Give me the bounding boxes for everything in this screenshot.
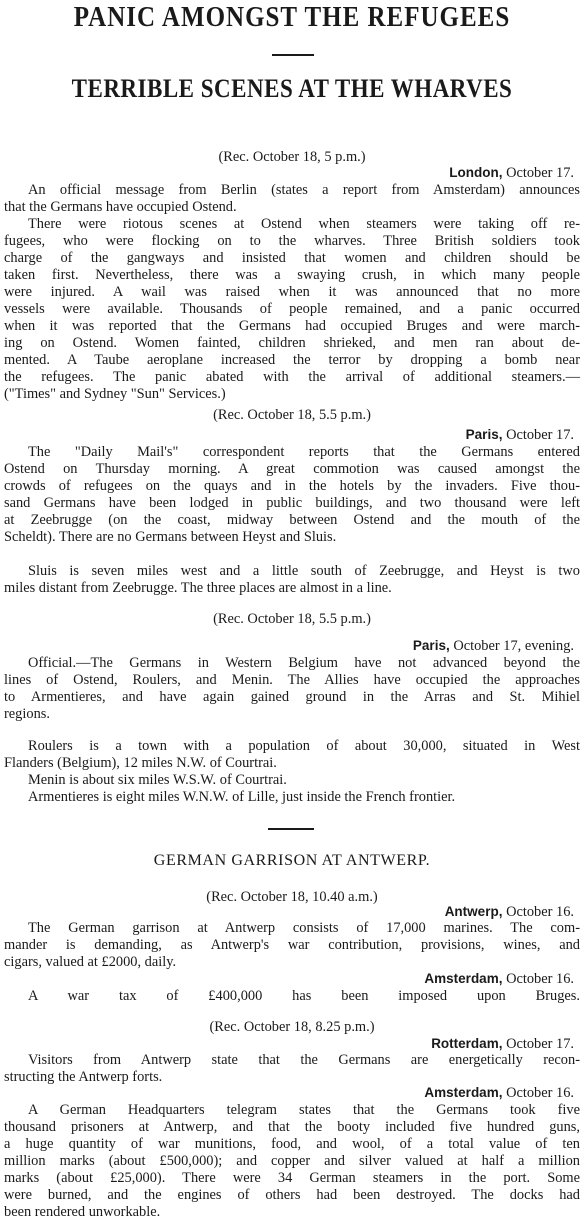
headline: PANIC AMONGST THE REFUGEES bbox=[73, 2, 511, 34]
text-line: charge of the gangways and insisted that women and children should be bbox=[4, 250, 580, 266]
text-line: Menin is about six miles W.S.W. of Courtrai. bbox=[28, 772, 287, 788]
text-line: vessels were available. Thousands of people remained, and a panic occurred bbox=[4, 301, 580, 317]
subheadline: TERRIBLE SCENES AT THE WHARVES bbox=[71, 74, 513, 103]
text-line: Scheldt). There are no Germans between Heyst and Sluis. bbox=[4, 529, 337, 545]
dateline-date: October 17, evening. bbox=[453, 638, 574, 654]
text-line: a huge quantity of war munitions, food, and wool, of a total value of ten bbox=[4, 1136, 580, 1152]
text-line: fugees, who were flocking on to the wharves. Three British soldiers took bbox=[4, 233, 580, 249]
text-line: cigars, valued at £2000, daily. bbox=[4, 954, 177, 970]
dateline-place: Rotterdam, bbox=[431, 1036, 503, 1051]
text-line: Sluis is seven miles west and a little south of Zeebrugge, and Heyst is two bbox=[28, 563, 580, 579]
rule-1 bbox=[272, 54, 314, 56]
text-line: were injured. A wail was raised when it was announced that no more bbox=[4, 284, 580, 300]
received-line: (Rec. October 18, 8.25 p.m.) bbox=[209, 1019, 375, 1035]
text-line: were burned, and the engines of others had been destroyed. The docks had bbox=[4, 1187, 580, 1203]
received-line: (Rec. October 18, 5 p.m.) bbox=[218, 149, 366, 165]
dateline-date: October 16. bbox=[506, 904, 574, 920]
dateline bbox=[431, 1035, 574, 1053]
text-line: Armentieres is eight miles W.N.W. of Lille, just inside the French frontier. bbox=[28, 789, 456, 805]
text-line: marks (about £25,000). There were 34 German steamers in the port. Some bbox=[4, 1170, 580, 1186]
text-line: A war tax of £400,000 has been imposed upon Bruges. bbox=[28, 988, 580, 1004]
text-line: ("Times" and Sydney "Sun" Services.) bbox=[4, 386, 226, 402]
text-line: to Armentieres, and have again gained ground in the Arras and St. Mihiel bbox=[4, 689, 580, 705]
text-line: Flanders (Belgium), 12 miles N.W. of Courtrai. bbox=[4, 755, 277, 771]
rule-2 bbox=[268, 828, 314, 830]
text-line: that the Germans have occupied Ostend. bbox=[4, 199, 237, 215]
text-line: thousand prisoners at Antwerp, and that the booty included five hundred guns, bbox=[4, 1119, 580, 1135]
section-heading: GERMAN GARRISON AT ANTWERP. bbox=[153, 852, 431, 869]
text-line: Ostend on Thursday morning. A great commotion was caused amongst the bbox=[4, 461, 580, 477]
text-line: taken first. Nevertheless, there was a swaying crush, in which many people bbox=[4, 267, 580, 283]
text-line: A German Headquarters telegram states that the Germans took five bbox=[28, 1102, 580, 1118]
text-line: Roulers is a town with a population of about 30,000, situated in West bbox=[28, 738, 580, 754]
dateline bbox=[424, 970, 574, 988]
text-line: The "Daily Mail's" correspondent reports that the Germans entered bbox=[28, 444, 580, 460]
dateline-date: October 17. bbox=[506, 427, 574, 443]
received-line: (Rec. October 18, 10.40 a.m.) bbox=[206, 889, 378, 905]
text-line: been rendered unworkable. bbox=[4, 1204, 161, 1220]
text-line: Official.—The Germans in Western Belgium have not advanced beyond the bbox=[28, 655, 580, 671]
text-line: the refugees. The panic abated with the arrival of additional steamers.— bbox=[4, 369, 580, 385]
dateline bbox=[424, 1084, 574, 1102]
text-line: An official message from Berlin (states a report from Amsterdam) announces bbox=[28, 182, 580, 198]
dateline-date: October 17. bbox=[506, 165, 574, 181]
dateline-place: Amsterdam, bbox=[424, 1085, 503, 1100]
dateline-date: October 17. bbox=[506, 1036, 574, 1052]
text-line: miles distant from Zeebrugge. The three places are almost in a line. bbox=[4, 580, 392, 596]
text-line: million marks (about £500,000); and copper and silver valued at half a million bbox=[4, 1153, 580, 1169]
text-line: crowds of refugees on the quays and in the hotels by the invaders. Five thou- bbox=[4, 478, 580, 494]
dateline bbox=[413, 637, 574, 655]
text-line: mander is demanding, as Antwerp's war contribution, provisions, wines, and bbox=[4, 937, 580, 953]
dateline-place: Amsterdam, bbox=[424, 971, 503, 986]
text-line: regions. bbox=[4, 706, 50, 722]
text-line: at Zeebrugge (on the coast, midway between Ostend and the mouth of the bbox=[4, 512, 580, 528]
dateline-place: Antwerp, bbox=[444, 904, 503, 919]
dateline-place: London, bbox=[449, 165, 503, 180]
dateline bbox=[445, 903, 574, 921]
text-line: ing on Ostend. Women fainted, children shrieked, and men ran about de- bbox=[4, 335, 580, 351]
dateline-date: October 16. bbox=[506, 1085, 574, 1101]
text-line: mented. A Taube aeroplane increased the terror by dropping a bomb near bbox=[4, 352, 580, 368]
text-line: There were riotous scenes at Ostend when steamers were taking off re- bbox=[28, 216, 580, 232]
dateline bbox=[466, 426, 574, 444]
text-line: sand Germans have been lodged in public buildings, and two thousand were left bbox=[4, 495, 580, 511]
dateline-place: Paris, bbox=[412, 638, 450, 653]
dateline bbox=[449, 164, 574, 182]
received-line: (Rec. October 18, 5.5 p.m.) bbox=[213, 407, 371, 423]
text-line: The German garrison at Antwerp consists of 17,000 marines. The com- bbox=[28, 920, 580, 936]
dateline-place: Paris, bbox=[465, 427, 503, 442]
received-line: (Rec. October 18, 5.5 p.m.) bbox=[213, 611, 371, 627]
text-line: when it was reported that the Germans had occupied Bruges and were march- bbox=[4, 318, 580, 334]
text-line: structing the Antwerp forts. bbox=[4, 1069, 163, 1085]
text-line: Visitors from Antwerp state that the Germans are energetically recon- bbox=[28, 1052, 580, 1068]
text-line: lines of Ostend, Roulers, and Menin. The Allies have occupied the approaches bbox=[4, 672, 580, 688]
dateline-date: October 16. bbox=[506, 971, 574, 987]
